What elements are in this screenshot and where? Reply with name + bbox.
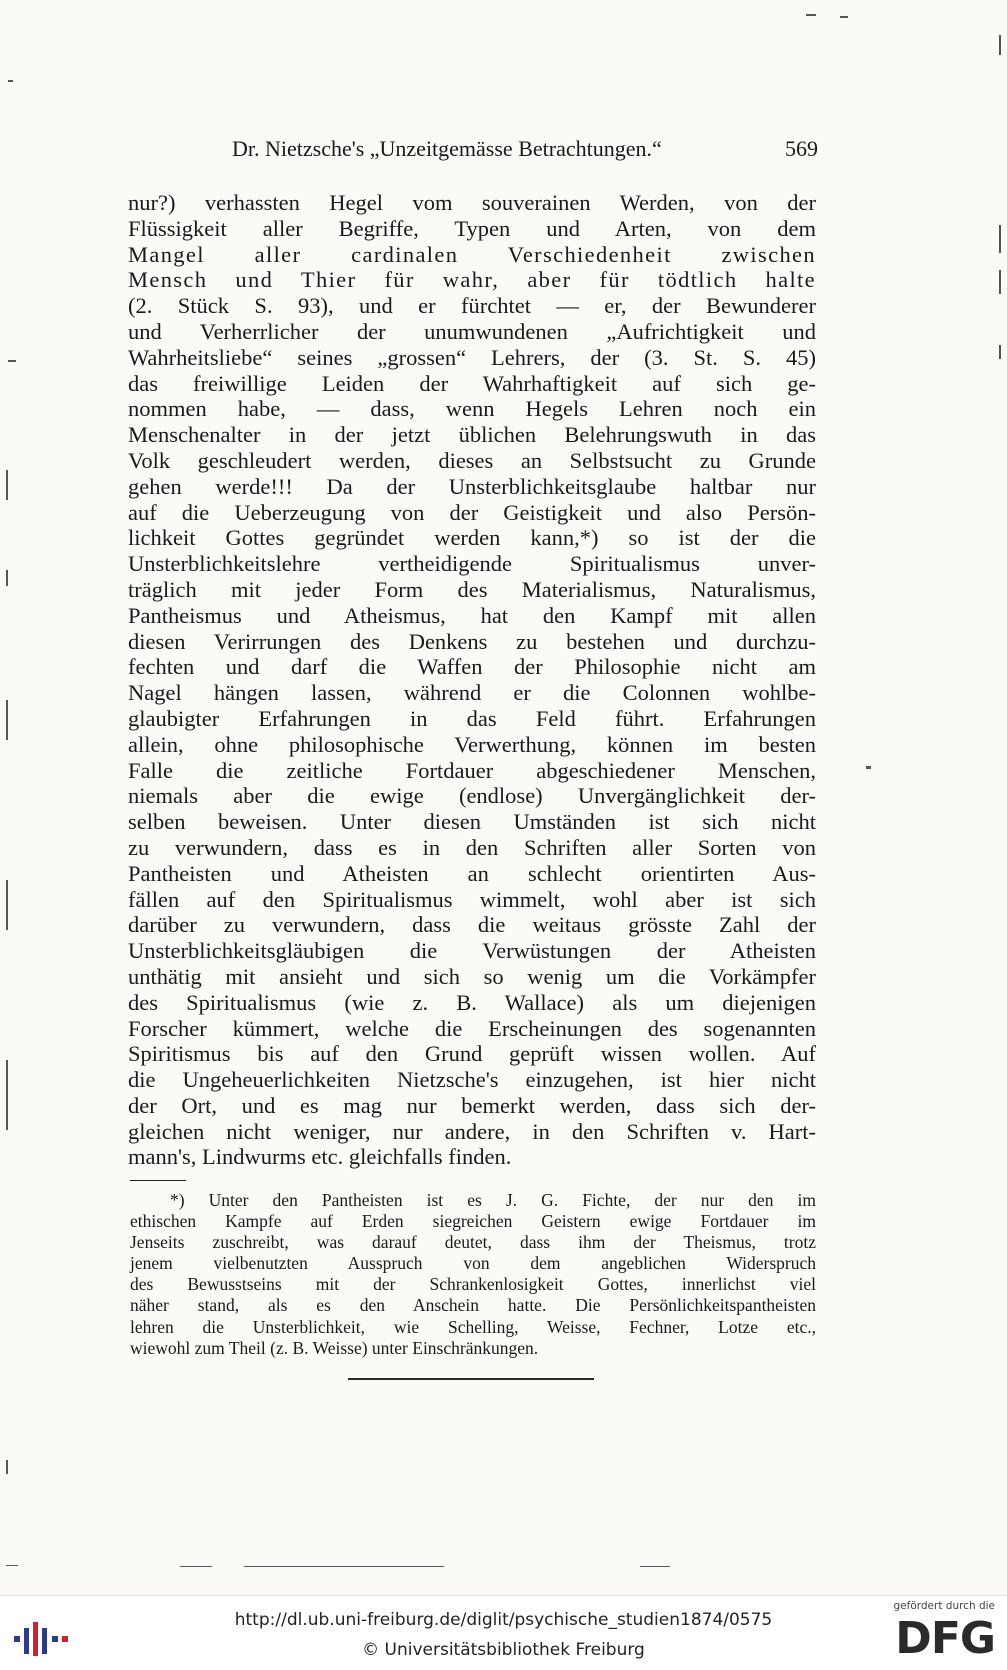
viewer-footer bbox=[0, 1595, 1007, 1670]
text-line: zu verwundern, dass es in den Schriften aller Sorten von bbox=[128, 834, 816, 860]
text-line: fechten und darf die Waffen der Philosophie nicht am bbox=[128, 654, 816, 680]
copyright-notice: © Universitätsbibliothek Freiburg bbox=[362, 1640, 645, 1660]
scan-mark bbox=[999, 270, 1001, 294]
running-header bbox=[128, 136, 818, 162]
scan-mark bbox=[6, 1565, 18, 1566]
text-line: träglich mit jeder Form des Materialismus, Naturalismus, bbox=[128, 576, 816, 602]
footnote-line: des Bewusstseins mit der Schrankenlosigkeit Gottes, innerlichst viel bbox=[130, 1274, 816, 1295]
text-line: Pantheismus und Atheismus, hat den Kampf mit allen bbox=[128, 602, 816, 628]
text-line: fällen auf den Spiritualismus wimmelt, wohl aber ist sich bbox=[128, 886, 816, 912]
scan-mark bbox=[6, 470, 8, 500]
text-line: unthätig mit ansieht und sich so wenig um die Vorkämpfer bbox=[128, 963, 816, 989]
scan-mark bbox=[6, 700, 8, 740]
text-line: Spiritismus bis auf den Grund geprüft wissen wollen. Auf bbox=[128, 1041, 816, 1067]
text-line: Volk geschleudert werden, dieses an Selbstsucht zu Grunde bbox=[128, 447, 816, 473]
text-line: auf die Ueberzeugung von der Geistigkeit und also Persön- bbox=[128, 499, 816, 525]
document-url[interactable]: http://dl.ub.uni-freiburg.de/diglit/psychische_studien1874/0575 bbox=[234, 1610, 773, 1630]
footnote-line: wiewohl zum Theil (z. B. Weisse) unter Einschränkungen. bbox=[130, 1337, 539, 1358]
scan-mark bbox=[999, 345, 1001, 359]
text-line: des Spiritualismus (wie z. B. Wallace) als um diejenigen bbox=[128, 989, 816, 1015]
dfg-logo bbox=[877, 1600, 995, 1666]
dfg-caption: gefördert durch die bbox=[893, 1600, 995, 1612]
text-line: darüber zu verwundern, dass die weitaus grösste Zahl der bbox=[128, 912, 816, 938]
scan-mark bbox=[6, 1460, 8, 1474]
footnote-line: lehren die Unsterblichkeit, wie Schelling, Weisse, Fechner, Lotze etc., bbox=[130, 1316, 816, 1337]
text-line: Menschenalter in der jetzt üblichen Belehrungswuth in das bbox=[128, 422, 816, 448]
footnote bbox=[130, 1190, 816, 1359]
scan-mark bbox=[180, 1566, 212, 1567]
text-line: lichkeit Gottes gegründet werden kann,*) so ist der die bbox=[128, 525, 816, 551]
page-number: 569 bbox=[785, 136, 818, 161]
footnote-line: *) Unter den Pantheisten ist es J. G. Fichte, der nur den im bbox=[170, 1190, 816, 1210]
scan-mark bbox=[8, 80, 13, 82]
text-line: (2. Stück S. 93), und er fürchtet — er, der Bewunderer bbox=[128, 293, 816, 319]
text-line: niemals aber die ewige (endlose) Unvergänglichkeit der- bbox=[128, 783, 816, 809]
text-line: Nagel hängen lassen, während er die Colonnen wohlbe- bbox=[128, 680, 816, 706]
text-line: diesen Verirrungen des Denkens zu bestehen und durchzu- bbox=[128, 628, 816, 654]
text-line: Falle die zeitliche Fortdauer abgeschiedener Menschen, bbox=[128, 757, 816, 783]
text-line: Unsterblichkeitslehre vertheidigende Spiritualismus unver- bbox=[128, 551, 816, 577]
text-line: und Verherrlicher der unumwundenen „Aufrichtigkeit und bbox=[128, 318, 816, 344]
scan-mark bbox=[999, 225, 1001, 253]
scan-mark bbox=[866, 766, 871, 769]
text-line: Mensch und Thier für wahr, aber für tödtlich halte bbox=[128, 267, 816, 293]
scan-mark bbox=[806, 14, 816, 16]
scan-mark bbox=[840, 16, 848, 18]
scan-mark bbox=[8, 360, 16, 362]
scan-mark bbox=[640, 1566, 670, 1567]
text-line: gehen werde!!! Da der Unsterblichkeitsglaube haltbar nur bbox=[128, 473, 816, 499]
footnote-line: ethischen Kampfe auf Erden siegreichen Geistern ewige Fortdauer im bbox=[130, 1211, 816, 1232]
text-line: allein, ohne philosophische Verwerthung, können im besten bbox=[128, 731, 816, 757]
text-line: Unsterblichkeitsgläubigen die Verwüstungen der Atheisten bbox=[128, 938, 816, 964]
text-line: Mangel aller cardinalen Verschiedenheit zwischen bbox=[128, 241, 816, 267]
section-end-rule bbox=[348, 1378, 594, 1380]
footnote-line: jenem vielbenutzten Ausspruch von dem angeblichen Widerspruch bbox=[130, 1253, 816, 1274]
text-line: Wahrheitsliebe“ seines „grossen“ Lehrers, der (3. St. S. 45) bbox=[128, 344, 816, 370]
text-line: selben beweisen. Unter diesen Umständen ist sich nicht bbox=[128, 809, 816, 835]
text-line: das freiwillige Leiden der Wahrhaftigkeit auf sich ge- bbox=[128, 370, 816, 396]
text-line: der Ort, und es mag nur bemerkt werden, dass sich der- bbox=[128, 1092, 816, 1118]
footnote-separator bbox=[130, 1180, 186, 1181]
text-line: nur?) verhassten Hegel vom souverainen Werden, von der bbox=[128, 190, 816, 215]
header-title: Dr. Nietzsche's „Unzeitgemässe Betrachtungen.“ bbox=[232, 136, 662, 161]
scan-mark bbox=[6, 1060, 8, 1130]
text-line: gleichen nicht weniger, nur andere, in den Schriften v. Hart- bbox=[128, 1118, 816, 1144]
text-line: Pantheisten und Atheisten an schlecht orientirten Aus- bbox=[128, 860, 816, 886]
text-line: Forscher kümmert, welche die Erscheinungen des sogenannten bbox=[128, 1015, 816, 1041]
text-line: die Ungeheuerlichkeiten Nietzsche's einzugehen, ist hier nicht bbox=[128, 1067, 816, 1093]
text-line: Flüssigkeit aller Begriffe, Typen und Arten, von dem bbox=[128, 215, 816, 241]
text-line: nommen habe, — dass, wenn Hegels Lehren noch ein bbox=[128, 396, 816, 422]
text-line: glaubigter Erfahrungen in das Feld führt. Erfahrungen bbox=[128, 705, 816, 731]
footnote-line: näher stand, als es den Anschein hatte. Die Persönlichkeitspantheisten bbox=[130, 1295, 816, 1316]
scan-mark bbox=[6, 570, 8, 586]
scan-mark bbox=[244, 1566, 444, 1567]
text-line: mann's, Lindwurms etc. gleichfalls finden. bbox=[128, 1144, 512, 1170]
scan-mark bbox=[6, 880, 8, 930]
scan-mark bbox=[999, 35, 1001, 55]
main-text bbox=[128, 190, 816, 1170]
dfg-logo-text: DFG bbox=[895, 1613, 995, 1664]
footnote-line: Jenseits zuschreibt, was darauf deutet, dass ihm der Theismus, trotz bbox=[130, 1232, 816, 1253]
